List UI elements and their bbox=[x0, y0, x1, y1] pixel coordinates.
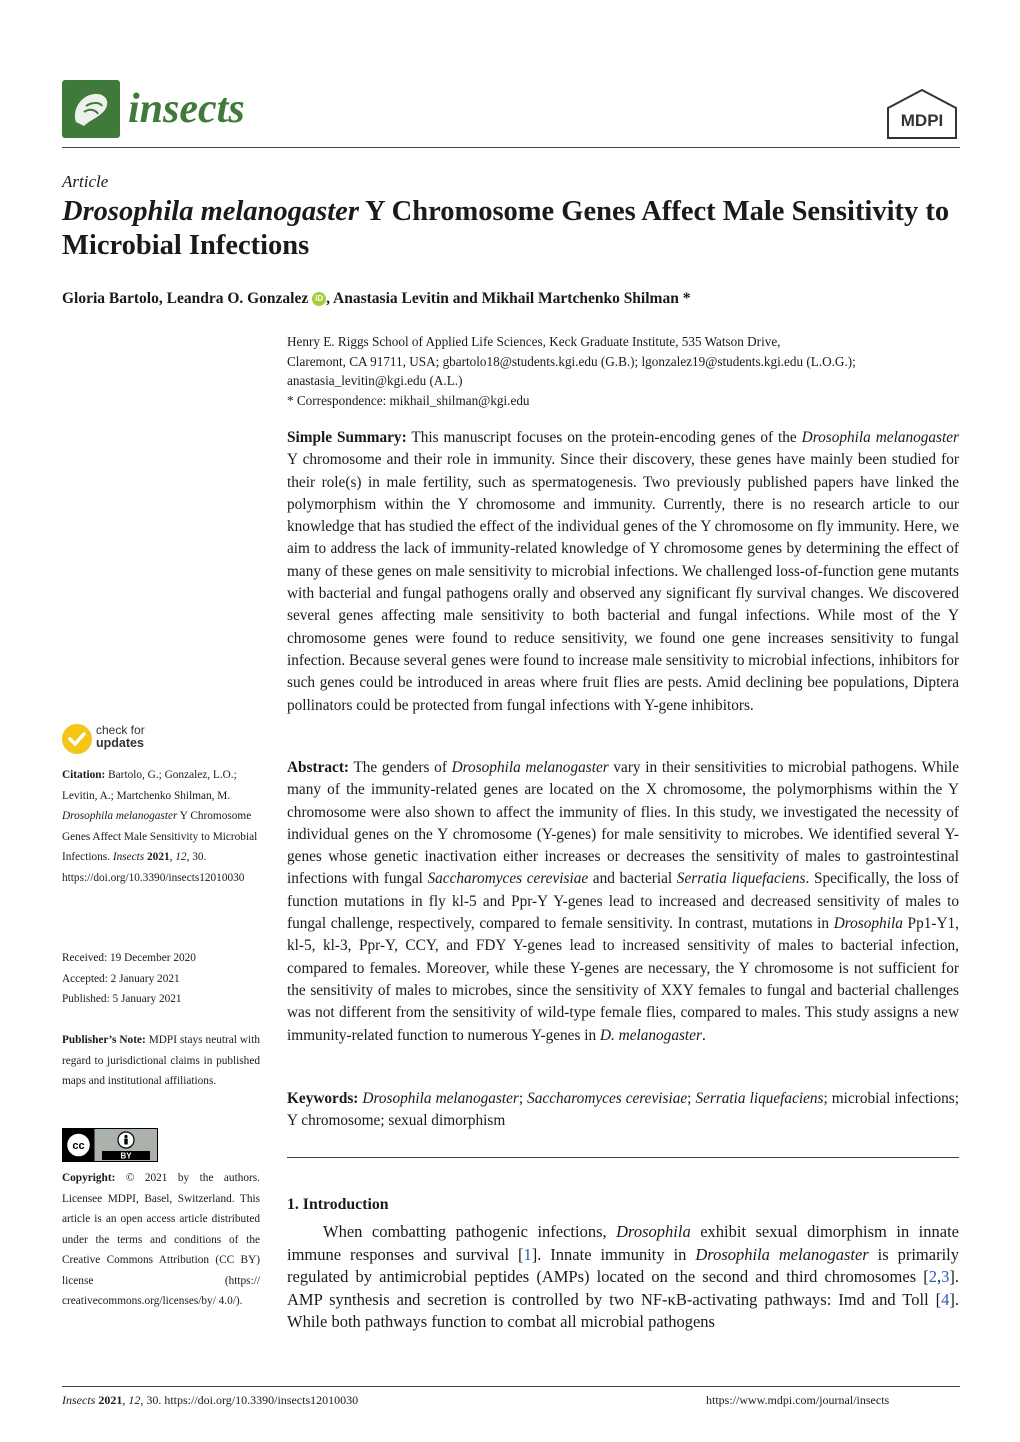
header-divider bbox=[62, 147, 960, 148]
affiliation-line: Henry E. Riggs School of Applied Life Sciences, Keck Graduate Institute, 535 Watson Drive, bbox=[287, 334, 781, 349]
article-title bbox=[62, 195, 962, 263]
publication-dates bbox=[62, 948, 262, 1010]
publisher-note-label: Publisher’s Note: bbox=[62, 1034, 146, 1046]
citation-journal: Insects bbox=[112, 851, 145, 863]
footer-year: 2021 bbox=[95, 1393, 123, 1407]
published-date: Published: 5 January 2021 bbox=[62, 993, 182, 1005]
section-divider bbox=[287, 1157, 959, 1158]
summary-species: Drosophila melanogaster bbox=[801, 429, 960, 446]
check-updates-line1: check for bbox=[96, 723, 145, 737]
orcid-icon[interactable]: iD bbox=[312, 292, 326, 306]
citation-link[interactable]: 1 bbox=[523, 1244, 532, 1264]
abstract-species: Serratia liquefaciens bbox=[676, 870, 806, 888]
citation-species: Drosophila melanogaster bbox=[62, 810, 178, 822]
citation-volume: , 12 bbox=[169, 851, 187, 863]
citation-block bbox=[62, 765, 262, 888]
intro-text: When combatting pathogenic infections, bbox=[323, 1222, 617, 1241]
cc-label: BY bbox=[120, 1151, 132, 1161]
abstract-species: Drosophila bbox=[833, 915, 903, 933]
summary-text: Y chromosome and their role in immunity. Since their discovery, these genes have mainly been studied for their role(s) in male fertility, such as spermatogenesis. Two previously published papers have linked the polymorphism within the Y chromosome and immunity. Currently, there is no research article to our knowledge that has studied the effect of the individual genes of the Y chromosome on fly immunity. Here, we aim to address the lack of immunity-related knowledge of Y chromosome genes by determining the effect of many of these genes on male sensitivity to microbial infections. We challenged loss-of-function gene mutants with bacterial and fungal pathogens orally and observed any significant fly survival changes. We discovered several genes affecting male sensitivity to both bacterial and fungal infections. While most of the Y chromosome genes were found to reduce sensitivity, we found one gene increases sensitivity to fungal infection. Because several genes were found to increase male sensitivity to microbial infections, inhibitors for such genes could be introduced in areas where fruit flies are pests. Amid declining bee populations, Diptera pollinators could be protected from fungal infections with Y-gene inhibitors. bbox=[287, 451, 960, 714]
abstract-species: Drosophila melanogaster bbox=[451, 759, 609, 776]
keywords bbox=[287, 1088, 959, 1133]
abstract-species: Saccharomyces cerevisiae bbox=[427, 870, 589, 888]
summary-label: Simple Summary: bbox=[287, 429, 407, 446]
abstract-text: vary in their sensitivities to microbial pathogens. While many of the immunity-related genes are located on the X chromosome, the polymorphisms within the Y chromosome were also shown to affect the immunity of flies. In this study, we investigated the necessity of individual genes on the Y chromosome (Y-genes) for male sensitivity to microbes. We identified several Y-genes whose genetic inactivation either increases or decreases the sensitivity of males to gastrointestinal infections with fungal bbox=[287, 759, 960, 888]
intro-text: ]. While both pathways function to combat all microbial pathogens bbox=[287, 1289, 959, 1332]
cc-by-license-icon[interactable] bbox=[62, 1128, 158, 1162]
citation-link[interactable]: 3 bbox=[941, 1267, 950, 1287]
check-updates-line2: updates bbox=[96, 736, 144, 750]
publisher-note-text: MDPI stays neutral with regard to jurisdictional claims in published maps and institutional affiliations. bbox=[62, 1034, 260, 1087]
check-for-updates-button[interactable] bbox=[96, 724, 145, 750]
correspondence: * Correspondence: mikhail_shilman@kgi.edu bbox=[287, 392, 530, 408]
publisher-name: MDPI bbox=[900, 111, 944, 130]
abstract-species: D. melanogaster bbox=[599, 1026, 702, 1044]
citation-link[interactable]: 2 bbox=[928, 1267, 937, 1287]
affiliations bbox=[287, 332, 967, 410]
intro-text: is primarily regulated by antimicrobial peptides (AMPs) located on the second and third chromosomes [ bbox=[287, 1244, 959, 1287]
abstract-text: . Specifically, the loss of function mutations in fly kl-5 and Ppr-Y Y-genes lead to increased and decreased sensitivity of males to fungal challenge, respectively, compared to female sensitivity. In contrast, mutations in bbox=[287, 870, 959, 933]
keyword: Saccharomyces cerevisiae bbox=[527, 1090, 688, 1107]
intro-species: Drosophila melanogaster bbox=[695, 1244, 869, 1264]
keyword-separator: ; bbox=[687, 1090, 696, 1107]
keywords-label: Keywords: bbox=[287, 1090, 359, 1107]
citation-label: Citation: bbox=[62, 769, 106, 781]
citation-text: Bartolo, G.; Gonzalez, L.O.; Levitin, A.; Martchenko Shilman, M. bbox=[62, 769, 237, 802]
svg-text:cc: cc bbox=[72, 1140, 85, 1152]
author-list bbox=[62, 289, 962, 309]
abstract-text: . bbox=[701, 1026, 706, 1044]
received-date: Received: 19 December 2020 bbox=[62, 952, 196, 964]
footer-journal: Insects bbox=[62, 1393, 96, 1407]
simple-summary bbox=[287, 427, 959, 717]
affiliation-line: Claremont, CA 91711, USA; gbartolo18@students.kgi.edu (G.B.); lgonzalez19@students.kgi.edu (L.O.G.); bbox=[287, 353, 856, 369]
intro-text: ]. AMP synthesis and secretion is controlled by two NF-κB-activating pathways: Imd and Toll [ bbox=[287, 1267, 959, 1309]
article-type: Article bbox=[62, 172, 109, 191]
abstract-text: and bacterial bbox=[588, 870, 677, 888]
authors-part1: Gloria Bartolo, Leandra O. Gonzalez bbox=[62, 290, 309, 307]
accepted-date: Accepted: 2 January 2021 bbox=[62, 972, 180, 985]
abstract-text: The genders of bbox=[349, 759, 452, 776]
abstract bbox=[287, 757, 959, 1047]
citation-doi[interactable]: , 30. https://doi.org/10.3390/insects12010030 bbox=[62, 851, 245, 884]
copyright-text: © 2021 by the authors. Licensee MDPI, Basel, Switzerland. This article is an open access article distributed under the terms and conditions of the Creative Commons Attribution (CC BY) license (https:// creativecommons.org/licenses/by/ 4.0/). bbox=[62, 1172, 260, 1307]
mdpi-logo-icon bbox=[884, 88, 960, 140]
copyright-label: Copyright: bbox=[62, 1172, 116, 1184]
keyword: ; microbial infections; Y chromosome; sexual dimorphism bbox=[287, 1090, 959, 1130]
footer-divider bbox=[62, 1386, 960, 1387]
introduction-text bbox=[287, 1221, 959, 1334]
intro-species: Drosophila bbox=[616, 1222, 691, 1241]
abstract-text: Pp1-Y1, kl-5, kl-3, Ppr-Y, CCY, and FDY Y-genes lead to increased sensitivity of males to bacterial infection, compared to females. Moreover, while these Y-genes are necessary, the Y chromosome is not sufficient for the sensitivity of males to microbes, since the sensitivity of XXY females to fungal and bacterial challenges was not different from the sensitivity of wild-type female flies, compared to males. This study assigns a new immunity-related function to numerous Y-genes in bbox=[287, 915, 959, 1044]
citation-text: Y Chromosome Genes Affect Male Sensitivity to Microbial Infections. bbox=[62, 810, 258, 863]
citation-link[interactable]: 4 bbox=[941, 1289, 950, 1309]
authors-part2: , Anastasia Levitin and Mikhail Martchenko Shilman * bbox=[326, 290, 691, 307]
affiliation-line: anastasia_levitin@kgi.edu (A.L.) bbox=[287, 373, 463, 388]
abstract-label: Abstract: bbox=[287, 759, 350, 776]
intro-text: exhibit sexual dimorphism in innate immune responses and survival [ bbox=[287, 1222, 959, 1264]
footer-citation bbox=[62, 1393, 358, 1408]
footer-doi[interactable]: , 30. https://doi.org/10.3390/insects12010030 bbox=[140, 1393, 359, 1407]
title-rest: Y Chromosome Genes Affect Male Sensitivity to Microbial Infections bbox=[62, 196, 950, 261]
summary-text: This manuscript focuses on the protein-encoding genes of the bbox=[406, 429, 802, 446]
publisher-note bbox=[62, 1030, 260, 1092]
keyword: Serratia liquefaciens bbox=[695, 1090, 824, 1107]
journal-url-link[interactable]: https://www.mdpi.com/journal/insects bbox=[706, 1393, 890, 1407]
keyword: Drosophila melanogaster bbox=[362, 1090, 519, 1107]
check-for-updates-icon[interactable] bbox=[62, 724, 92, 754]
footer-volume: , 12 bbox=[122, 1393, 141, 1407]
keyword-separator: ; bbox=[518, 1090, 528, 1107]
title-species: Drosophila melanogaster bbox=[62, 196, 359, 227]
journal-logo-icon bbox=[62, 80, 120, 138]
copyright-notice bbox=[62, 1168, 260, 1312]
section-heading: 1. Introduction bbox=[287, 1196, 389, 1213]
citation-year: 2021 bbox=[144, 851, 170, 863]
intro-text: , bbox=[937, 1267, 942, 1287]
intro-text: ]. Innate immunity in bbox=[531, 1244, 696, 1264]
journal-name: insects bbox=[128, 86, 245, 132]
